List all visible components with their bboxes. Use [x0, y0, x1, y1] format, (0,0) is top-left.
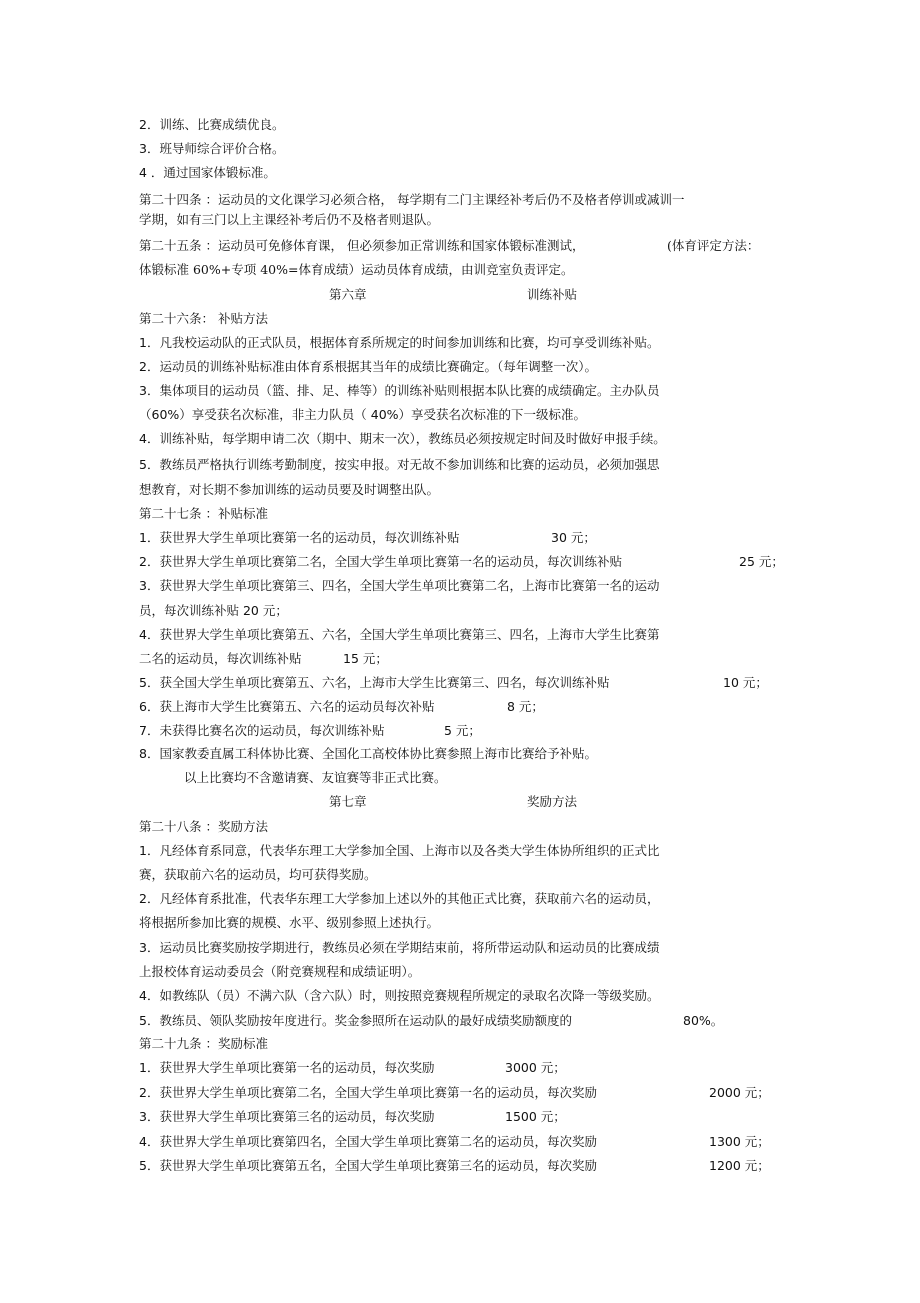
text-line-tail: 1500 元； [505, 1109, 566, 1124]
article-27: 第二十七条 ：补贴标准 [139, 506, 268, 521]
text-line: 以上比赛均不含邀请赛、友谊赛等非正式比赛。 [184, 770, 447, 785]
text-line: 6．获上海市大学生比赛第五、六名的运动员每次补贴 [139, 699, 435, 714]
text-line: 3．集体项目的运动员（篮、排、足、棒等）的训练补贴则根据本队比赛的成绩确定。主办队员 [139, 383, 660, 398]
text-line: 2．凡经体育系批准，代表华东理工大学参加上述以外的其他正式比赛，获取前六名的运动员， [139, 891, 660, 906]
text-line: 4．获世界大学生单项比赛第四名，全国大学生单项比赛第二名的运动员，每次奖励 [139, 1134, 597, 1149]
text-line: 1．凡经体育系同意，代表华东理工大学参加全国、上海市以及各类大学生体协所组织的正式比 [139, 843, 660, 858]
text-line: 4．获世界大学生单项比赛第五、六名，全国大学生单项比赛第三、四名，上海市大学生比赛第 [139, 627, 660, 642]
text-line: 二名的运动员，每次训练补贴 [139, 651, 302, 666]
text-line-tail: 25 元； [739, 554, 784, 569]
text-line-tail: 80%。 [683, 1013, 724, 1028]
text-line: 1．获世界大学生单项比赛第一名的运动员，每次奖励 [139, 1060, 435, 1075]
text-line: （60%）享受获名次标准，非主力队员（ 40%）享受获名次标准的下一级标准。 [139, 407, 587, 422]
text-line-tail: 3000 元； [505, 1060, 566, 1075]
article-28: 第二十八条 ：奖励方法 [139, 819, 268, 834]
text-line: 4．训练补贴，每学期申请二次（期中、期末一次），教练员必须按规定时间及时做好申报手续。 [139, 431, 666, 446]
text-line-tail: 10 元； [723, 675, 768, 690]
text-line-tail: 1200 元； [709, 1158, 770, 1173]
text-line: 7．未获得比赛名次的运动员，每次训练补贴 [139, 723, 385, 738]
text-line: 赛，获取前六名的运动员，均可获得奖励。 [139, 867, 377, 882]
text-line: 3．获世界大学生单项比赛第三名的运动员，每次奖励 [139, 1109, 435, 1124]
chapter-7-number: 第七章 [329, 794, 367, 809]
text-line: 2．运动员的训练补贴标准由体育系根据其当年的成绩比赛确定。（每年调整一次）。 [139, 359, 597, 374]
text-line: 1．获世界大学生单项比赛第一名的运动员，每次训练补贴 [139, 530, 460, 545]
text-line-tail: 8 元； [507, 699, 544, 714]
text-line-tail: 30 元； [551, 530, 596, 545]
article-26: 第二十六条： 补贴方法 [139, 311, 268, 326]
text-line-tail: 2000 元； [709, 1085, 770, 1100]
article-24: 第二十四条 ：运动员的文化课学习必须合格， 每学期有二门主课经补考后仍不及格者停训或减训一 [139, 192, 685, 207]
text-line: 8．国家教委直属工科体协比赛、全国化工高校体协比赛参照上海市比赛给予补贴。 [139, 746, 597, 761]
text-line: 3．运动员比赛奖励按学期进行，教练员必须在学期结束前，将所带运动队和运动员的比赛成绩 [139, 940, 660, 955]
text-line-tail: 1300 元； [709, 1134, 770, 1149]
text-line: 4．如教练队（员）不满六队（含六队）时，则按照竞赛规程所规定的录取名次降一等级奖励。 [139, 988, 660, 1003]
chapter-6-number: 第六章 [329, 287, 367, 302]
text-line: 5．获世界大学生单项比赛第五名，全国大学生单项比赛第三名的运动员，每次奖励 [139, 1158, 597, 1173]
text-line: 1．凡我校运动队的正式队员，根据体育系所规定的时间参加训练和比赛，均可享受训练补贴。 [139, 335, 660, 350]
article-29: 第二十九条 ：奖励标准 [139, 1036, 268, 1051]
text-line: 2．获世界大学生单项比赛第二名，全国大学生单项比赛第一名的运动员，每次训练补贴 [139, 554, 622, 569]
text-line: 5．获全国大学生单项比赛第五、六名，上海市大学生比赛第三、四名，每次训练补贴 [139, 675, 610, 690]
article-25: 第二十五条 ：运动员可免修体育课， 但必须参加正常训练和国家体锻标准测试， [139, 238, 585, 253]
text-line-tail: 15 元； [343, 651, 388, 666]
text-line: 将根据所参加比赛的规模、水平、级别参照上述执行。 [139, 915, 440, 930]
text-line: 上报校体育运动委员会（附竞赛规程和成绩证明）。 [139, 964, 421, 979]
text-line: 5．教练员、领队奖励按年度进行。奖金参照所在运动队的最好成绩奖励额度的 [139, 1013, 572, 1028]
text-line: 体锻标准 60%+专项 40%=体育成绩）运动员体育成绩，由训竞室负责评定。 [139, 262, 574, 277]
text-line: 2．获世界大学生单项比赛第二名，全国大学生单项比赛第一名的运动员，每次奖励 [139, 1085, 597, 1100]
text-line-tail: 5 元； [444, 723, 481, 738]
text-line: 学期，如有三门以上主课经补考后仍不及格者则退队。 [139, 212, 440, 227]
text-line: 4 ．通过国家体锻标准。 [139, 165, 276, 180]
text-line: 3．班导师综合评价合格。 [139, 141, 285, 156]
chapter-6-title: 训练补贴 [527, 287, 578, 302]
text-line: 5．教练员严格执行训练考勤制度，按实申报。对无故不参加训练和比赛的运动员，必须加强思 [139, 457, 660, 472]
text-line-tail: (体育评定方法： [667, 238, 760, 253]
text-line: 想教育，对长期不参加训练的运动员要及时调整出队。 [139, 482, 440, 497]
text-line: 员，每次训练补贴 20 元； [139, 603, 288, 618]
text-line: 3．获世界大学生单项比赛第三、四名，全国大学生单项比赛第二名，上海市比赛第一名的运动 [139, 578, 660, 593]
text-line: 2．训练、比赛成绩优良。 [139, 117, 285, 132]
chapter-7-title: 奖励方法 [527, 794, 578, 809]
